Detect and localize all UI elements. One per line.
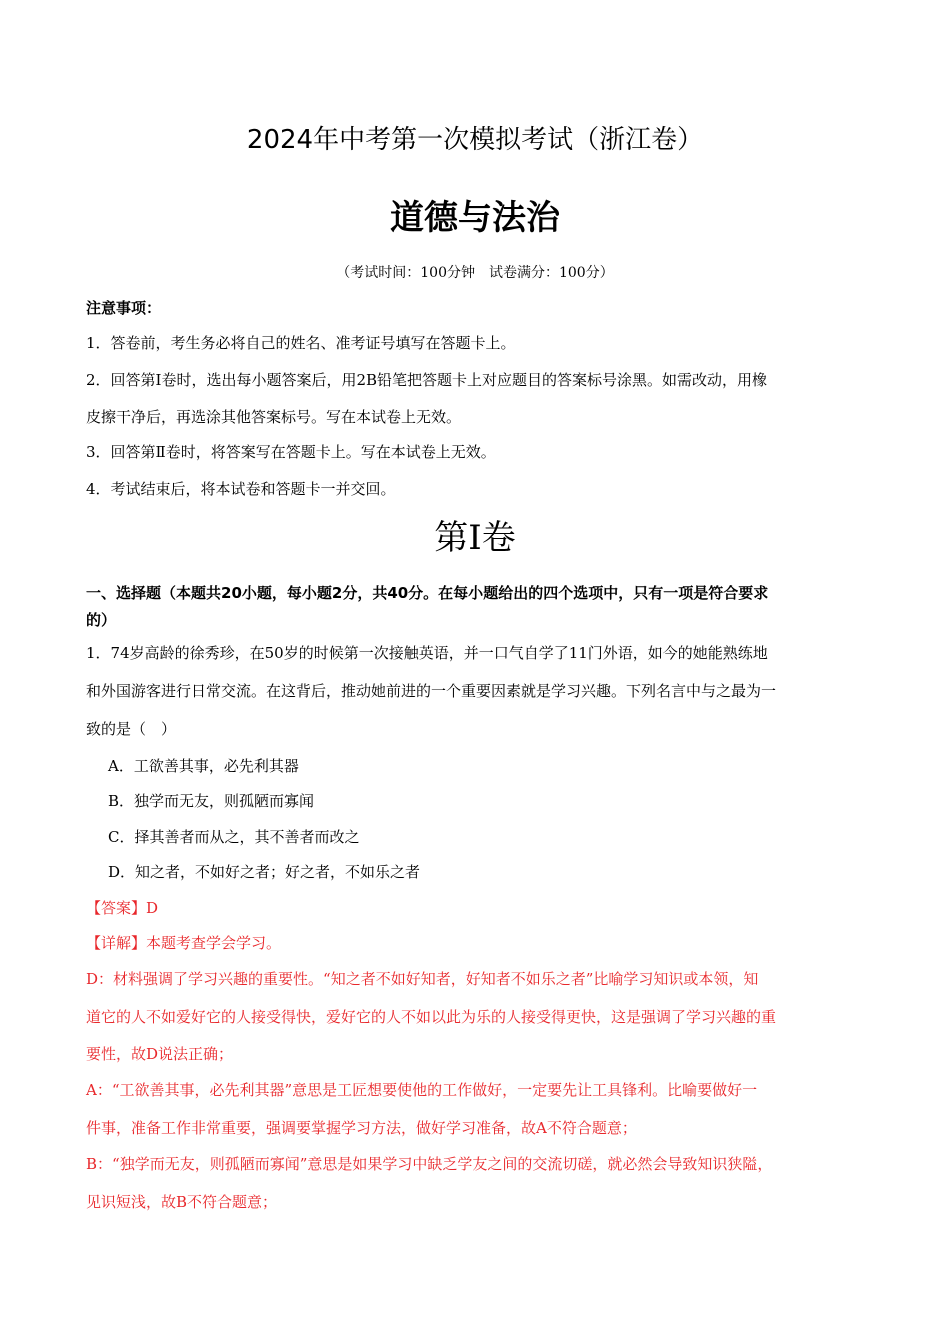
notice-item-2-cont: 皮擦干净后，再选涂其他答案标号。写在本试卷上无效。 (86, 408, 462, 426)
explanation-line-3: 要性，故D说法正确； (86, 1045, 234, 1063)
subject-title: 道德与法治 (390, 198, 560, 238)
question-stem-line-3: 致的是（ ） (86, 720, 177, 738)
section-heading-line-1: 一、选择题（本题共20小题，每小题2分，共40分。在每小题给出的四个选项中，只有一项是符合要求 (86, 584, 769, 602)
explanation-line-6: B：“独学而无友，则孤陋而寡闻”意思是如果学习中缺乏学友之间的交流切磋，就必然会导致知识狭隘， (86, 1155, 773, 1173)
detail-heading: 【详解】本题考查学会学习。 (86, 934, 282, 952)
option-c: C．择其善者而从之，其不善者而改之 (108, 828, 360, 846)
explanation-line-1: D：材料强调了学习兴趣的重要性。“知之者不如好知者，好知者不如乐之者”比喻学习知识或本领，知 (86, 970, 759, 988)
notice-item-4: 4．考试结束后，将本试卷和答题卡一并交回。 (86, 480, 396, 498)
notice-heading: 注意事项： (86, 299, 162, 317)
option-d: D．知之者，不如好之者；好之者，不如乐之者 (108, 863, 421, 881)
explanation-line-4: A：“工欲善其事，必先利其器”意思是工匠想要使他的工作做好，一定要先让工具锋利。比喻要做好一 (86, 1081, 758, 1099)
notice-item-2: 2．回答第Ⅰ卷时，选出每小题答案后，用2B铅笔把答题卡上对应题目的答案标号涂黑。如需改动，用橡 (86, 371, 768, 389)
explanation-line-2: 道它的人不如爱好它的人接受得快，爱好它的人不如以此为乐的人接受得更快，这是强调了学习兴趣的重 (86, 1008, 777, 1026)
explanation-line-5: 件事，准备工作非常重要，强调要掌握学习方法，做好学习准备，故A不符合题意； (86, 1119, 637, 1137)
notice-item-1: 1．答卷前，考生务必将自己的姓名、准考证号填写在答题卡上。 (86, 334, 516, 352)
exam-title: 2024年中考第一次模拟考试（浙江卷） (246, 125, 704, 155)
exam-info: （考试时间：100分钟 试卷满分：100分） (336, 265, 614, 281)
notice-item-3: 3．回答第Ⅱ卷时，将答案写在答题卡上。写在本试卷上无效。 (86, 443, 496, 461)
question-stem-line-2: 和外国游客进行日常交流。在这背后，推动她前进的一个重要因素就是学习兴趣。下列名言中与之最为一 (86, 682, 777, 700)
option-a: A．工欲善其事，必先利其器 (108, 757, 299, 775)
question-stem-line-1: 1．74岁高龄的徐秀珍，在50岁的时候第一次接触英语，并一口气自学了11门外语，如今的她能熟练地 (86, 644, 768, 662)
answer: 【答案】D (86, 899, 159, 917)
explanation-line-7: 见识短浅，故B不符合题意； (86, 1193, 278, 1211)
option-b: B．独学而无友，则孤陋而寡闻 (108, 792, 315, 810)
section-title: 第Ⅰ卷 (434, 518, 516, 558)
section-heading-line-2: 的） (86, 611, 117, 629)
